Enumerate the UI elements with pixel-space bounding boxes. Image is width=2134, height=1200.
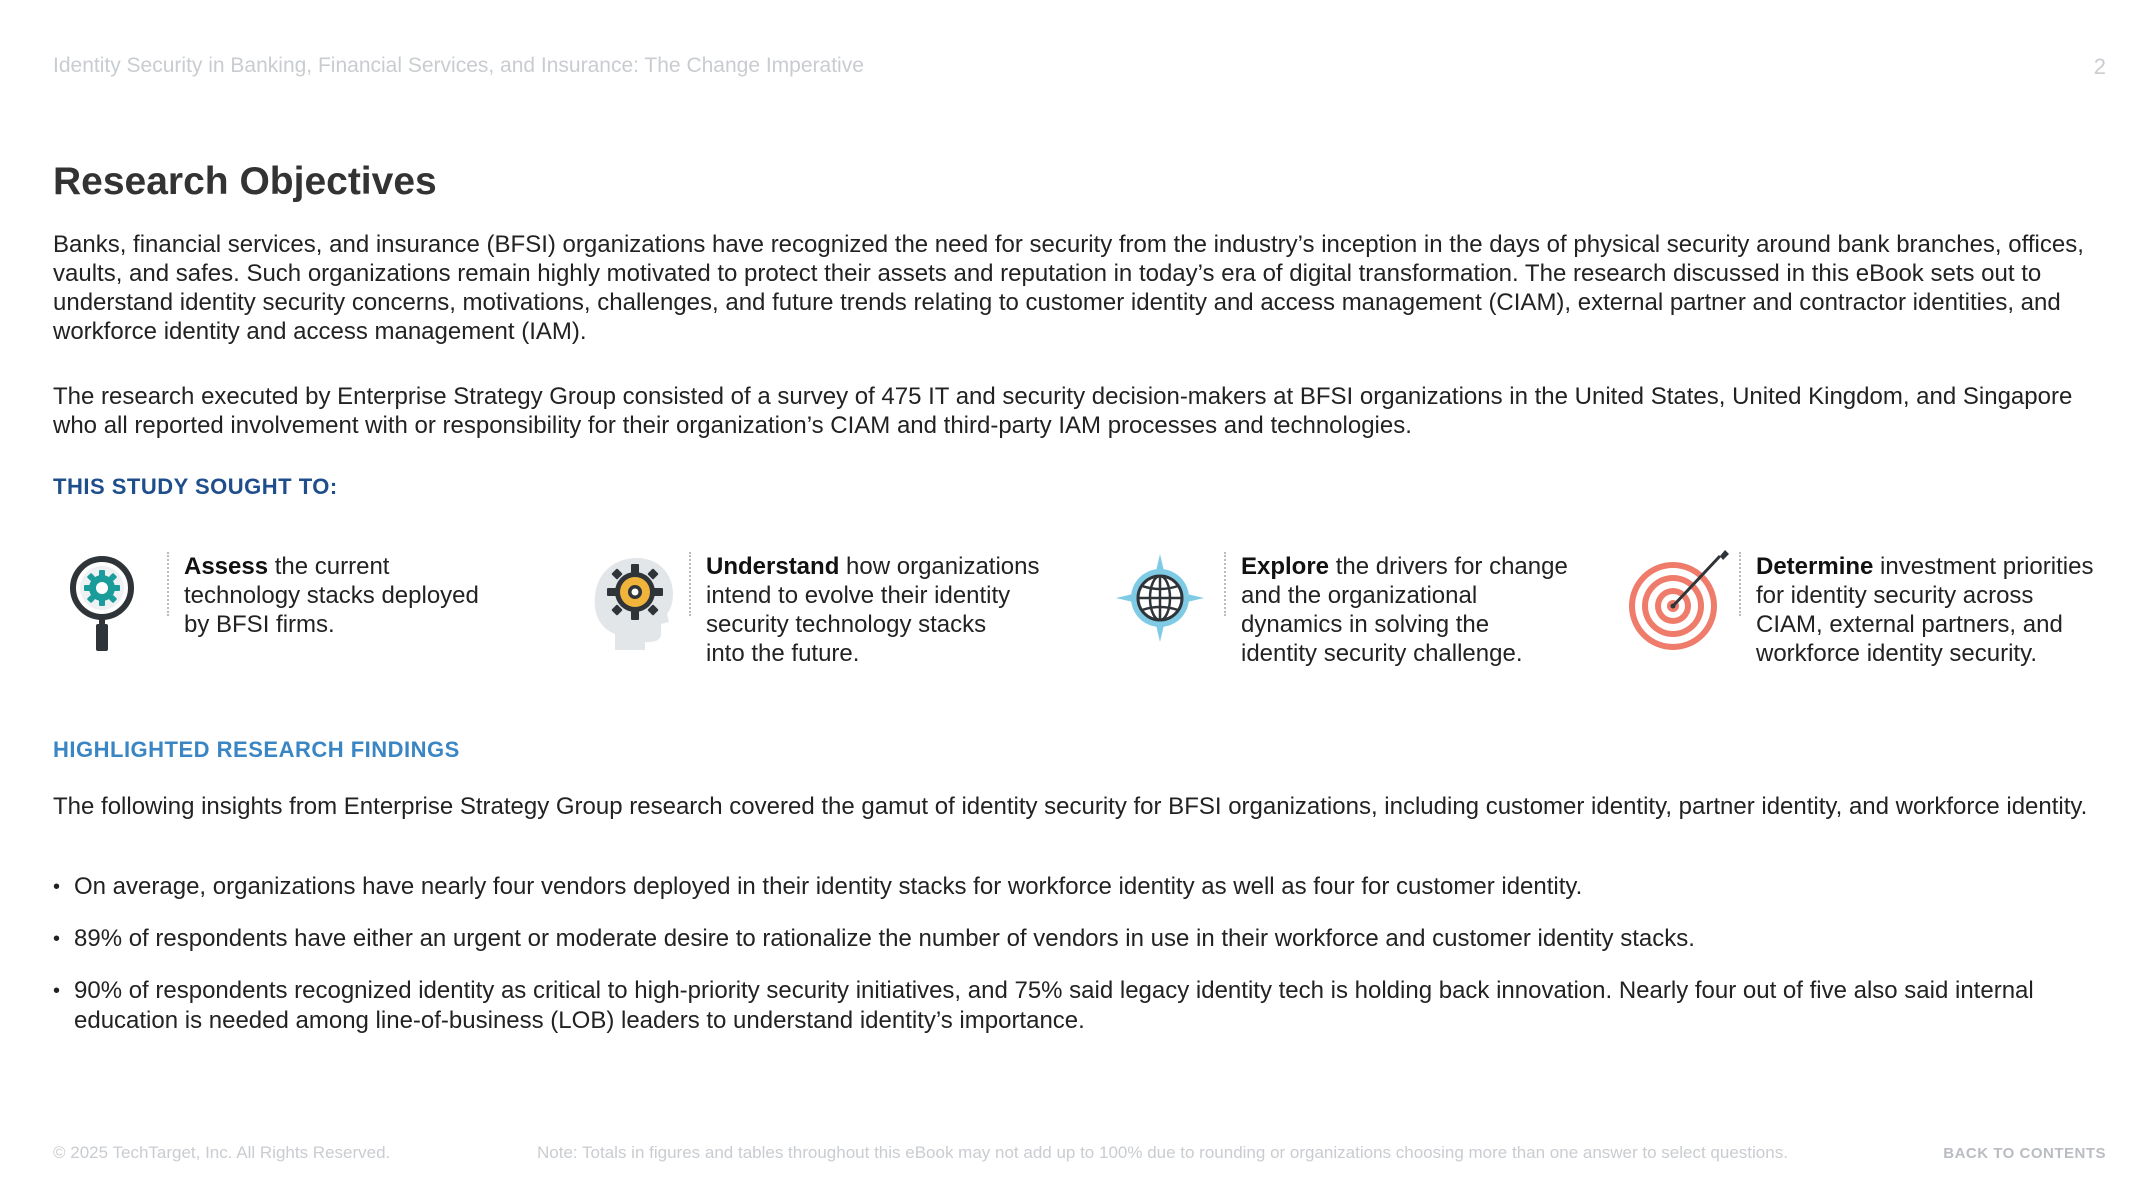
document-running-title: Identity Security in Banking, Financial Services, and Insurance: The Change Imperative (53, 54, 864, 77)
objective-divider (689, 552, 691, 616)
head-gear-icon (575, 548, 681, 654)
objective-text: Understand how organizations intend to evolve their identity security technology stacks into the future. (706, 553, 1040, 667)
objective-divider (1739, 552, 1741, 616)
objective-verb: Determine (1756, 553, 1874, 580)
list-item: • 89% of respondents have either an urgent or moderate desire to rationalize the number of vendors in use in their workforce and customer identity stacks. (53, 925, 1695, 952)
objective-determine (1625, 548, 2108, 678)
objective-text: Explore the drivers for change and the organizational dynamics in solving the identity security challenge. (1241, 553, 1568, 667)
findings-intro: The following insights from Enterprise Strategy Group research covered the gamut of identity security for BFSI organizations, including customer identity, partner identity, and workforce identity. (53, 793, 2088, 820)
objective-text: Assess the current technology stacks deployed by BFSI firms. (184, 553, 479, 638)
objective-verb: Assess (184, 553, 269, 580)
objective-verb: Understand (706, 553, 840, 580)
page-number: 2 (2093, 54, 2106, 79)
objective-verb: Explore (1241, 553, 1330, 580)
footer-note: Note: Totals in figures and tables throughout this eBook may not add up to 100% due to rounding or organizations choosing more than one answer to select questions. (537, 1143, 1788, 1162)
objectives-row (53, 548, 2108, 678)
objective-divider (1224, 552, 1226, 616)
findings-heading: HIGHLIGHTED RESEARCH FINDINGS (53, 737, 460, 762)
objective-divider (167, 552, 169, 616)
back-to-contents-link[interactable]: BACK TO CONTENTS (1943, 1145, 2106, 1162)
target-dart-icon (1625, 548, 1731, 654)
bullet-icon: • (53, 876, 61, 898)
magnifier-gear-icon (53, 548, 159, 654)
objective-text: Determine investment priorities for identity security across CIAM, external partners, and workforce identity security. (1756, 553, 2094, 667)
study-heading: THIS STUDY SOUGHT TO: (53, 474, 338, 499)
objective-explore (1110, 548, 1590, 678)
intro-paragraph-2: The research executed by Enterprise Strategy Group consisted of a survey of 475 IT and security decision-makers at BFSI organizations in the United States, United Kingdom, and Singapore who all reported involvement with or responsibility for their organization’s CIAM and third-party IAM processes and technologies. (53, 383, 2073, 439)
findings-list (53, 872, 2093, 1058)
section-title: Research Objectives (53, 160, 437, 203)
bullet-icon: • (53, 980, 61, 1002)
objective-assess (53, 548, 533, 678)
list-item: • On average, organizations have nearly four vendors deployed in their identity stacks for workforce identity as well as four for customer identity. (53, 873, 1583, 900)
intro-paragraph-1: Banks, financial services, and insurance (BFSI) organizations have recognized the need for security from the industry’s inception in the days of physical security around bank branches, offices, vaults, and safes. Such organizations remain highly motivated to protect their assets and reputation in today’s era of digital transformation. The research discussed in this eBook sets out to understand identity security concerns, motivations, challenges, and future trends relating to customer identity and access management (CIAM), external partner and contractor identities, and workforce identity and access management (IAM). (53, 231, 2084, 345)
list-item: • 90% of respondents recognized identity as critical to high-priority security initiatives, and 75% said legacy identity tech is holding back innovation. Nearly four out of five also said internal education is needed among line-of-business (LOB) leaders to understand identity’s importance. (53, 977, 2034, 1034)
objective-understand (575, 548, 1055, 678)
bullet-icon: • (53, 928, 61, 950)
globe-compass-icon (1110, 548, 1216, 654)
footer-copyright: © 2025 TechTarget, Inc. All Rights Reserved. (53, 1143, 391, 1162)
